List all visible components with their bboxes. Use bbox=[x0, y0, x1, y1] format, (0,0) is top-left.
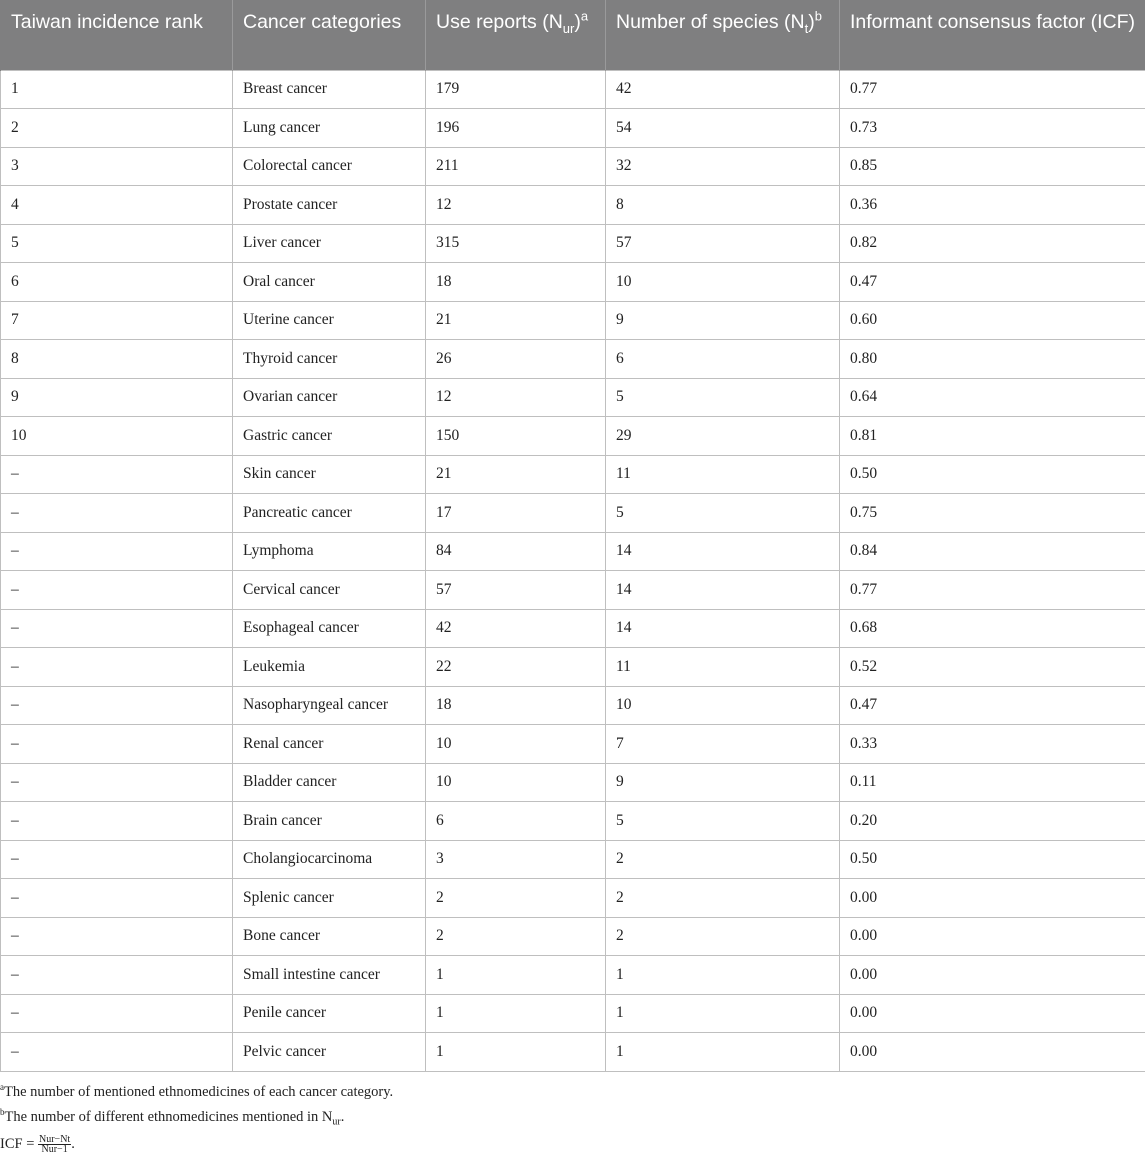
table-row bbox=[1, 686, 1145, 725]
table-row bbox=[1, 571, 1145, 610]
cell-icf: 0.50 bbox=[840, 455, 1145, 494]
cell-icf: 0.20 bbox=[840, 802, 1145, 841]
header-rank: Taiwan incidence rank bbox=[1, 0, 233, 70]
cell-icf: 0.47 bbox=[840, 686, 1145, 725]
table-row bbox=[1, 109, 1145, 148]
table-row bbox=[1, 648, 1145, 687]
cell-icf: 0.77 bbox=[840, 571, 1145, 610]
cell-use-reports: 315 bbox=[426, 224, 606, 263]
cell-use-reports: 10 bbox=[426, 725, 606, 764]
cell-icf: 0.60 bbox=[840, 301, 1145, 340]
cell-use-reports: 84 bbox=[426, 532, 606, 571]
cell-icf: 0.85 bbox=[840, 147, 1145, 186]
footnote-b: $^b$The number of different ethnomedicines mentioned in $N_{ur}$. bbox=[0, 1102, 393, 1133]
cell-icf: 0.00 bbox=[840, 879, 1145, 918]
table-row bbox=[1, 609, 1145, 648]
cell-rank: 7 bbox=[1, 301, 233, 340]
header-species: Number of species $(N_t)^b$ bbox=[606, 0, 840, 70]
cell-icf: 0.82 bbox=[840, 224, 1145, 263]
table-row bbox=[1, 840, 1145, 879]
cell-use-reports: 211 bbox=[426, 147, 606, 186]
cell-species: 29 bbox=[606, 417, 840, 456]
cell-use-reports: 21 bbox=[426, 455, 606, 494]
cell-category: Ovarian cancer bbox=[233, 378, 426, 417]
table-row bbox=[1, 879, 1145, 918]
cell-icf: 0.81 bbox=[840, 417, 1145, 456]
table-row bbox=[1, 956, 1145, 995]
table-footnotes bbox=[0, 1077, 393, 1154]
cell-category: Cervical cancer bbox=[233, 571, 426, 610]
cell-icf: 0.52 bbox=[840, 648, 1145, 687]
table-row bbox=[1, 70, 1145, 109]
cell-category: Brain cancer bbox=[233, 802, 426, 841]
table-row bbox=[1, 494, 1145, 533]
cell-use-reports: 179 bbox=[426, 70, 606, 109]
cell-category: Pancreatic cancer bbox=[233, 494, 426, 533]
cell-use-reports: 3 bbox=[426, 840, 606, 879]
cell-use-reports: 150 bbox=[426, 417, 606, 456]
cell-use-reports: 12 bbox=[426, 186, 606, 225]
header-category: Cancer categories bbox=[233, 0, 426, 70]
cell-rank: – bbox=[1, 763, 233, 802]
cell-category: Uterine cancer bbox=[233, 301, 426, 340]
cell-category: Bladder cancer bbox=[233, 763, 426, 802]
table-row bbox=[1, 1033, 1145, 1072]
footnote-icf-formula: ICF = $\frac{\text{Nur−Nt}}{\text{Nur−1}}$ . bbox=[0, 1134, 393, 1155]
cell-species: 2 bbox=[606, 917, 840, 956]
cell-species: 5 bbox=[606, 802, 840, 841]
cell-use-reports: 10 bbox=[426, 763, 606, 802]
cell-species: 1 bbox=[606, 994, 840, 1033]
cell-category: Liver cancer bbox=[233, 224, 426, 263]
cell-rank: – bbox=[1, 532, 233, 571]
cell-rank: 6 bbox=[1, 263, 233, 302]
cell-species: 11 bbox=[606, 455, 840, 494]
cell-species: 14 bbox=[606, 571, 840, 610]
cell-category: Colorectal cancer bbox=[233, 147, 426, 186]
cell-species: 1 bbox=[606, 956, 840, 995]
cell-category: Breast cancer bbox=[233, 70, 426, 109]
cell-species: 2 bbox=[606, 879, 840, 918]
cell-rank: – bbox=[1, 609, 233, 648]
cell-rank: 8 bbox=[1, 340, 233, 379]
table-row bbox=[1, 224, 1145, 263]
cell-rank: 1 bbox=[1, 70, 233, 109]
cell-icf: 0.80 bbox=[840, 340, 1145, 379]
cell-category: Lung cancer bbox=[233, 109, 426, 148]
table-row bbox=[1, 417, 1145, 456]
cell-use-reports: 17 bbox=[426, 494, 606, 533]
cell-species: 1 bbox=[606, 1033, 840, 1072]
cell-species: 2 bbox=[606, 840, 840, 879]
cell-use-reports: 22 bbox=[426, 648, 606, 687]
cell-category: Gastric cancer bbox=[233, 417, 426, 456]
cell-category: Cholangiocarcinoma bbox=[233, 840, 426, 879]
cell-category: Splenic cancer bbox=[233, 879, 426, 918]
cell-species: 5 bbox=[606, 494, 840, 533]
table-row bbox=[1, 147, 1145, 186]
cell-use-reports: 2 bbox=[426, 879, 606, 918]
cell-rank: 5 bbox=[1, 224, 233, 263]
cell-icf: 0.64 bbox=[840, 378, 1145, 417]
cell-species: 11 bbox=[606, 648, 840, 687]
cell-use-reports: 6 bbox=[426, 802, 606, 841]
cell-rank: 10 bbox=[1, 417, 233, 456]
cell-icf: 0.11 bbox=[840, 763, 1145, 802]
cell-category: Lymphoma bbox=[233, 532, 426, 571]
cell-use-reports: 12 bbox=[426, 378, 606, 417]
cell-rank: – bbox=[1, 994, 233, 1033]
cell-use-reports: 18 bbox=[426, 263, 606, 302]
cell-category: Small intestine cancer bbox=[233, 956, 426, 995]
cell-icf: 0.00 bbox=[840, 994, 1145, 1033]
cell-icf: 0.33 bbox=[840, 725, 1145, 764]
cell-species: 10 bbox=[606, 263, 840, 302]
cell-category: Renal cancer bbox=[233, 725, 426, 764]
table-row bbox=[1, 455, 1145, 494]
cell-category: Oral cancer bbox=[233, 263, 426, 302]
cell-rank: – bbox=[1, 840, 233, 879]
table-row bbox=[1, 725, 1145, 764]
table-row bbox=[1, 378, 1145, 417]
cell-rank: 4 bbox=[1, 186, 233, 225]
cell-rank: 2 bbox=[1, 109, 233, 148]
cell-icf: 0.68 bbox=[840, 609, 1145, 648]
cell-species: 9 bbox=[606, 301, 840, 340]
table-row bbox=[1, 301, 1145, 340]
table-row bbox=[1, 263, 1145, 302]
cell-icf: 0.73 bbox=[840, 109, 1145, 148]
cell-icf: 0.47 bbox=[840, 263, 1145, 302]
footnote-a: $^a$The number of mentioned ethnomedicines of each cancer category. bbox=[0, 1077, 393, 1102]
cell-category: Bone cancer bbox=[233, 917, 426, 956]
cell-category: Esophageal cancer bbox=[233, 609, 426, 648]
header-use-reports: Use reports $(N_{ur})^a$ bbox=[426, 0, 606, 70]
cell-icf: 0.75 bbox=[840, 494, 1145, 533]
cell-rank: 3 bbox=[1, 147, 233, 186]
table-row bbox=[1, 994, 1145, 1033]
cell-use-reports: 18 bbox=[426, 686, 606, 725]
cell-rank: – bbox=[1, 648, 233, 687]
cell-use-reports: 57 bbox=[426, 571, 606, 610]
table-row bbox=[1, 186, 1145, 225]
cell-use-reports: 196 bbox=[426, 109, 606, 148]
cell-use-reports: 42 bbox=[426, 609, 606, 648]
header-icf: Informant consensus factor (ICF) bbox=[840, 0, 1145, 70]
cell-rank: – bbox=[1, 494, 233, 533]
header-row bbox=[1, 0, 1145, 70]
cell-category: Leukemia bbox=[233, 648, 426, 687]
cell-rank: – bbox=[1, 917, 233, 956]
cell-species: 10 bbox=[606, 686, 840, 725]
cell-icf: 0.84 bbox=[840, 532, 1145, 571]
cell-rank: 9 bbox=[1, 378, 233, 417]
cell-species: 8 bbox=[606, 186, 840, 225]
cell-icf: 0.36 bbox=[840, 186, 1145, 225]
cell-category: Prostate cancer bbox=[233, 186, 426, 225]
cell-species: 42 bbox=[606, 70, 840, 109]
cell-rank: – bbox=[1, 686, 233, 725]
cell-species: 54 bbox=[606, 109, 840, 148]
cell-species: 14 bbox=[606, 609, 840, 648]
table-row bbox=[1, 340, 1145, 379]
cell-category: Penile cancer bbox=[233, 994, 426, 1033]
cell-use-reports: 1 bbox=[426, 994, 606, 1033]
cell-category: Nasopharyngeal cancer bbox=[233, 686, 426, 725]
cell-species: 32 bbox=[606, 147, 840, 186]
cell-rank: – bbox=[1, 802, 233, 841]
cell-use-reports: 1 bbox=[426, 1033, 606, 1072]
cell-category: Thyroid cancer bbox=[233, 340, 426, 379]
cell-species: 5 bbox=[606, 378, 840, 417]
cell-icf: 0.50 bbox=[840, 840, 1145, 879]
cell-rank: – bbox=[1, 571, 233, 610]
cell-category: Pelvic cancer bbox=[233, 1033, 426, 1072]
cell-icf: 0.00 bbox=[840, 917, 1145, 956]
cell-species: 14 bbox=[606, 532, 840, 571]
cell-icf: 0.00 bbox=[840, 956, 1145, 995]
cell-icf: 0.77 bbox=[840, 70, 1145, 109]
cell-species: 57 bbox=[606, 224, 840, 263]
table-row bbox=[1, 917, 1145, 956]
cell-species: 7 bbox=[606, 725, 840, 764]
icf-fraction: $\frac{\text{Nur−Nt}}{\text{Nur−1}}$ bbox=[38, 1135, 71, 1154]
cell-rank: – bbox=[1, 956, 233, 995]
cell-category: Skin cancer bbox=[233, 455, 426, 494]
cell-use-reports: 26 bbox=[426, 340, 606, 379]
cell-icf: 0.00 bbox=[840, 1033, 1145, 1072]
cell-species: 6 bbox=[606, 340, 840, 379]
cell-species: 9 bbox=[606, 763, 840, 802]
table-row bbox=[1, 802, 1145, 841]
cell-rank: – bbox=[1, 879, 233, 918]
cell-use-reports: 21 bbox=[426, 301, 606, 340]
cell-rank: – bbox=[1, 725, 233, 764]
cell-use-reports: 2 bbox=[426, 917, 606, 956]
cell-rank: – bbox=[1, 455, 233, 494]
table-row bbox=[1, 763, 1145, 802]
cell-use-reports: 1 bbox=[426, 956, 606, 995]
table-row bbox=[1, 532, 1145, 571]
cell-rank: – bbox=[1, 1033, 233, 1072]
